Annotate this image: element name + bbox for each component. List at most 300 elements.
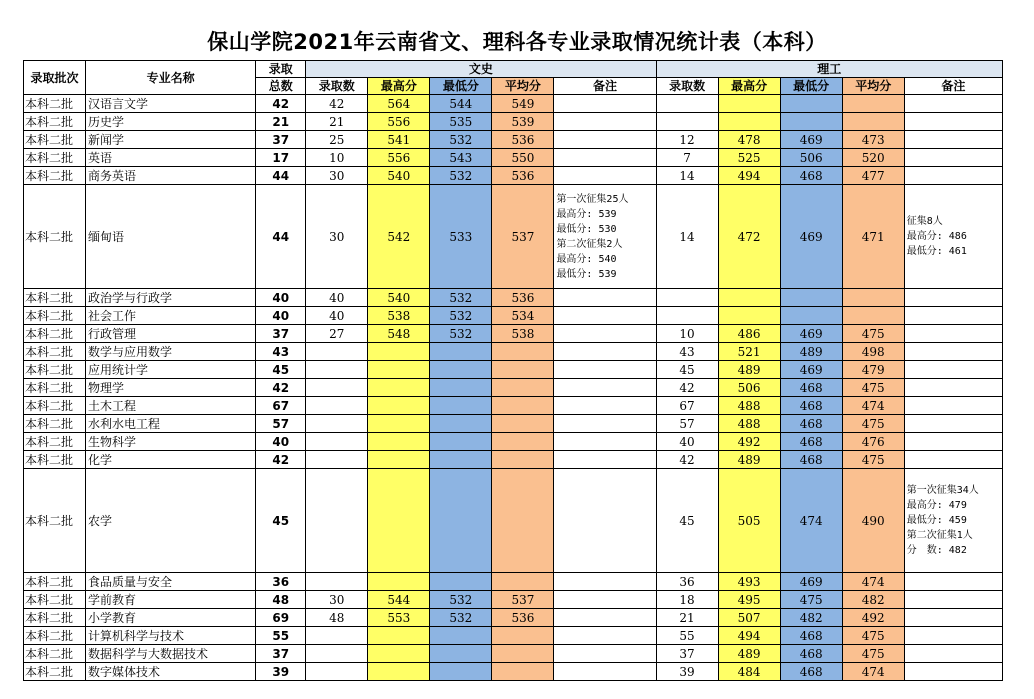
cell-batch: 本科二批 [24, 379, 86, 397]
table-row [24, 451, 1003, 469]
cell-ligong-admitted: 12 [656, 131, 718, 149]
cell-batch: 本科二批 [24, 149, 86, 167]
table-row [24, 289, 1003, 307]
cell-ligong-admitted: 37 [656, 645, 718, 663]
cell-wenshi-avg: 549 [492, 95, 554, 113]
cell-wenshi-note [554, 131, 656, 149]
cell-ligong-max: 492 [718, 433, 780, 451]
cell-wenshi-max: 553 [368, 609, 430, 627]
cell-wenshi-avg [492, 451, 554, 469]
cell-ligong-min: 468 [780, 167, 842, 185]
cell-total: 55 [256, 627, 306, 645]
cell-ligong-min: 489 [780, 343, 842, 361]
cell-total: 42 [256, 451, 306, 469]
cell-wenshi-note [554, 609, 656, 627]
cell-wenshi-admitted [306, 573, 368, 591]
cell-ligong-avg: 475 [842, 645, 904, 663]
cell-wenshi-min [430, 573, 492, 591]
cell-ligong-note [904, 307, 1002, 325]
cell-batch: 本科二批 [24, 131, 86, 149]
cell-wenshi-min [430, 379, 492, 397]
cell-ligong-avg: 490 [842, 469, 904, 573]
cell-total: 36 [256, 573, 306, 591]
cell-wenshi-max: 548 [368, 325, 430, 343]
cell-wenshi-avg [492, 379, 554, 397]
cell-wenshi-min [430, 645, 492, 663]
table-row [24, 113, 1003, 131]
cell-wenshi-note [554, 469, 656, 573]
header-row-1 [24, 61, 1003, 78]
cell-total: 48 [256, 591, 306, 609]
cell-ligong-note [904, 95, 1002, 113]
cell-wenshi-note [554, 167, 656, 185]
cell-ligong-max: 521 [718, 343, 780, 361]
cell-ligong-admitted: 42 [656, 451, 718, 469]
cell-wenshi-note [554, 307, 656, 325]
cell-ligong-min: 468 [780, 627, 842, 645]
cell-batch: 本科二批 [24, 609, 86, 627]
cell-ligong-avg: 477 [842, 167, 904, 185]
cell-wenshi-admitted: 48 [306, 609, 368, 627]
cell-batch: 本科二批 [24, 113, 86, 131]
cell-batch: 本科二批 [24, 451, 86, 469]
table-row [24, 379, 1003, 397]
cell-ligong-max: 494 [718, 627, 780, 645]
cell-total: 43 [256, 343, 306, 361]
cell-ligong-note [904, 149, 1002, 167]
cell-wenshi-admitted: 42 [306, 95, 368, 113]
cell-ligong-avg: 476 [842, 433, 904, 451]
cell-wenshi-max: 556 [368, 113, 430, 131]
cell-ligong-admitted: 36 [656, 573, 718, 591]
cell-wenshi-max: 544 [368, 591, 430, 609]
cell-wenshi-min [430, 343, 492, 361]
header-w-min: 最低分 [430, 78, 492, 95]
cell-wenshi-note [554, 343, 656, 361]
cell-wenshi-admitted [306, 415, 368, 433]
cell-major: 应用统计学 [86, 361, 256, 379]
cell-ligong-max: 525 [718, 149, 780, 167]
cell-ligong-note [904, 379, 1002, 397]
cell-wenshi-avg: 538 [492, 325, 554, 343]
cell-total: 37 [256, 645, 306, 663]
cell-total: 39 [256, 663, 306, 681]
cell-ligong-min: 468 [780, 645, 842, 663]
cell-wenshi-min: 535 [430, 113, 492, 131]
cell-ligong-note [904, 113, 1002, 131]
cell-batch: 本科二批 [24, 307, 86, 325]
cell-total: 37 [256, 325, 306, 343]
cell-major: 学前教育 [86, 591, 256, 609]
cell-major: 汉语言文学 [86, 95, 256, 113]
cell-major: 数字媒体技术 [86, 663, 256, 681]
cell-ligong-admitted: 7 [656, 149, 718, 167]
cell-ligong-avg [842, 289, 904, 307]
cell-wenshi-note [554, 289, 656, 307]
cell-ligong-min: 469 [780, 361, 842, 379]
cell-wenshi-note [554, 415, 656, 433]
cell-wenshi-min: 543 [430, 149, 492, 167]
cell-ligong-admitted: 67 [656, 397, 718, 415]
cell-ligong-note [904, 343, 1002, 361]
cell-major: 缅甸语 [86, 185, 256, 289]
cell-ligong-admitted: 57 [656, 415, 718, 433]
cell-ligong-note [904, 397, 1002, 415]
cell-ligong-min: 468 [780, 663, 842, 681]
cell-batch: 本科二批 [24, 343, 86, 361]
cell-total: 45 [256, 361, 306, 379]
cell-major: 水利水电工程 [86, 415, 256, 433]
cell-wenshi-note [554, 645, 656, 663]
note-line: 最低分: 530 [556, 223, 617, 235]
cell-wenshi-note [554, 149, 656, 167]
note-line: 最低分: 539 [556, 268, 617, 280]
cell-wenshi-avg [492, 573, 554, 591]
cell-wenshi-min: 532 [430, 609, 492, 627]
cell-wenshi-min: 532 [430, 167, 492, 185]
cell-wenshi-note [554, 591, 656, 609]
cell-wenshi-max [368, 361, 430, 379]
cell-wenshi-max [368, 469, 430, 573]
cell-major: 生物科学 [86, 433, 256, 451]
cell-batch: 本科二批 [24, 469, 86, 573]
table-row [24, 95, 1003, 113]
cell-wenshi-min: 544 [430, 95, 492, 113]
cell-major: 数学与应用数学 [86, 343, 256, 361]
cell-ligong-avg: 471 [842, 185, 904, 289]
cell-ligong-max [718, 307, 780, 325]
cell-wenshi-max [368, 627, 430, 645]
table-row [24, 573, 1003, 591]
cell-wenshi-note [554, 663, 656, 681]
cell-batch: 本科二批 [24, 185, 86, 289]
admission-table [23, 60, 1003, 681]
cell-ligong-admitted: 14 [656, 185, 718, 289]
cell-batch: 本科二批 [24, 95, 86, 113]
cell-ligong-admitted: 10 [656, 325, 718, 343]
cell-wenshi-admitted: 27 [306, 325, 368, 343]
cell-ligong-min: 468 [780, 397, 842, 415]
cell-batch: 本科二批 [24, 415, 86, 433]
cell-ligong-max: 506 [718, 379, 780, 397]
cell-ligong-avg [842, 307, 904, 325]
cell-ligong-min: 468 [780, 415, 842, 433]
cell-wenshi-avg [492, 361, 554, 379]
table-row [24, 325, 1003, 343]
cell-wenshi-max [368, 451, 430, 469]
cell-ligong-max: 495 [718, 591, 780, 609]
cell-ligong-avg [842, 95, 904, 113]
note-line: 第二次征集2人 [556, 238, 623, 250]
cell-wenshi-admitted [306, 379, 368, 397]
cell-wenshi-avg: 537 [492, 185, 554, 289]
cell-ligong-min: 468 [780, 433, 842, 451]
note-line: 最低分: 461 [906, 246, 967, 257]
cell-total: 40 [256, 433, 306, 451]
cell-total: 44 [256, 167, 306, 185]
cell-ligong-min [780, 307, 842, 325]
cell-ligong-max: 488 [718, 415, 780, 433]
header-w-note: 备注 [554, 78, 656, 95]
cell-total: 57 [256, 415, 306, 433]
cell-wenshi-avg: 537 [492, 591, 554, 609]
cell-wenshi-min: 532 [430, 325, 492, 343]
header-w-admitted: 录取数 [306, 78, 368, 95]
cell-ligong-note [904, 451, 1002, 469]
cell-major: 计算机科学与技术 [86, 627, 256, 645]
cell-ligong-avg: 479 [842, 361, 904, 379]
cell-wenshi-max [368, 415, 430, 433]
cell-ligong-admitted: 45 [656, 361, 718, 379]
cell-wenshi-avg: 536 [492, 131, 554, 149]
cell-ligong-note [904, 167, 1002, 185]
cell-wenshi-max [368, 663, 430, 681]
cell-ligong-note [904, 361, 1002, 379]
cell-major: 土木工程 [86, 397, 256, 415]
cell-ligong-note [904, 663, 1002, 681]
cell-batch: 本科二批 [24, 645, 86, 663]
cell-wenshi-admitted [306, 645, 368, 663]
cell-ligong-max: 472 [718, 185, 780, 289]
cell-ligong-avg: 474 [842, 397, 904, 415]
table-row [24, 591, 1003, 609]
cell-wenshi-min: 532 [430, 307, 492, 325]
cell-ligong-min: 469 [780, 131, 842, 149]
cell-ligong-admitted [656, 289, 718, 307]
cell-ligong-admitted: 55 [656, 627, 718, 645]
cell-total: 21 [256, 113, 306, 131]
cell-ligong-max [718, 113, 780, 131]
cell-total: 69 [256, 609, 306, 627]
cell-major: 商务英语 [86, 167, 256, 185]
cell-major: 新闻学 [86, 131, 256, 149]
cell-wenshi-max [368, 433, 430, 451]
cell-ligong-note [904, 591, 1002, 609]
cell-wenshi-min [430, 663, 492, 681]
cell-ligong-max: 478 [718, 131, 780, 149]
cell-batch: 本科二批 [24, 325, 86, 343]
cell-wenshi-note [554, 185, 656, 289]
cell-major: 农学 [86, 469, 256, 573]
cell-total: 44 [256, 185, 306, 289]
cell-ligong-min: 469 [780, 185, 842, 289]
cell-ligong-avg: 475 [842, 627, 904, 645]
cell-wenshi-admitted: 30 [306, 591, 368, 609]
cell-batch: 本科二批 [24, 289, 86, 307]
note-line: 最低分: 459 [906, 515, 967, 526]
cell-wenshi-note [554, 95, 656, 113]
cell-wenshi-admitted: 10 [306, 149, 368, 167]
cell-major: 英语 [86, 149, 256, 167]
note-line: 第一次征集34人 [906, 485, 979, 496]
cell-ligong-avg: 475 [842, 325, 904, 343]
cell-ligong-note [904, 131, 1002, 149]
cell-wenshi-min: 532 [430, 289, 492, 307]
cell-wenshi-min: 532 [430, 591, 492, 609]
header-w-max: 最高分 [368, 78, 430, 95]
cell-wenshi-max: 564 [368, 95, 430, 113]
cell-ligong-admitted [656, 95, 718, 113]
cell-ligong-min: 506 [780, 149, 842, 167]
cell-wenshi-max: 556 [368, 149, 430, 167]
cell-ligong-min [780, 289, 842, 307]
cell-ligong-note [904, 185, 1002, 289]
cell-ligong-avg: 520 [842, 149, 904, 167]
cell-batch: 本科二批 [24, 663, 86, 681]
cell-wenshi-max: 538 [368, 307, 430, 325]
cell-major: 社会工作 [86, 307, 256, 325]
cell-ligong-note [904, 645, 1002, 663]
cell-wenshi-avg [492, 663, 554, 681]
cell-ligong-avg: 482 [842, 591, 904, 609]
cell-ligong-min: 475 [780, 591, 842, 609]
cell-wenshi-max: 540 [368, 289, 430, 307]
cell-wenshi-admitted: 40 [306, 289, 368, 307]
cell-wenshi-min [430, 433, 492, 451]
cell-total: 42 [256, 95, 306, 113]
cell-wenshi-max: 542 [368, 185, 430, 289]
cell-batch: 本科二批 [24, 361, 86, 379]
table-row [24, 361, 1003, 379]
cell-wenshi-avg [492, 433, 554, 451]
cell-major: 小学教育 [86, 609, 256, 627]
cell-wenshi-avg [492, 469, 554, 573]
cell-wenshi-avg: 539 [492, 113, 554, 131]
cell-major: 化学 [86, 451, 256, 469]
table-row [24, 433, 1003, 451]
cell-ligong-avg: 475 [842, 415, 904, 433]
note-line: 第一次征集25人 [556, 193, 629, 205]
cell-wenshi-min [430, 627, 492, 645]
cell-ligong-avg: 474 [842, 663, 904, 681]
cell-wenshi-min [430, 397, 492, 415]
table-row [24, 645, 1003, 663]
table-row [24, 469, 1003, 573]
cell-wenshi-admitted [306, 469, 368, 573]
cell-ligong-max: 505 [718, 469, 780, 573]
cell-wenshi-note [554, 113, 656, 131]
cell-wenshi-admitted [306, 433, 368, 451]
cell-wenshi-max: 540 [368, 167, 430, 185]
cell-wenshi-min: 532 [430, 131, 492, 149]
cell-ligong-min: 482 [780, 609, 842, 627]
cell-major: 历史学 [86, 113, 256, 131]
cell-wenshi-avg [492, 645, 554, 663]
cell-ligong-avg: 475 [842, 379, 904, 397]
cell-ligong-max: 488 [718, 397, 780, 415]
cell-wenshi-note [554, 379, 656, 397]
table-row [24, 415, 1003, 433]
cell-batch: 本科二批 [24, 591, 86, 609]
cell-major: 数据科学与大数据技术 [86, 645, 256, 663]
cell-wenshi-max [368, 645, 430, 663]
cell-wenshi-avg [492, 415, 554, 433]
cell-ligong-max: 484 [718, 663, 780, 681]
cell-ligong-admitted: 21 [656, 609, 718, 627]
cell-wenshi-note [554, 451, 656, 469]
cell-ligong-note [904, 627, 1002, 645]
cell-wenshi-admitted: 40 [306, 307, 368, 325]
cell-ligong-admitted: 43 [656, 343, 718, 361]
cell-total: 42 [256, 379, 306, 397]
cell-wenshi-avg [492, 343, 554, 361]
cell-wenshi-avg: 536 [492, 289, 554, 307]
cell-ligong-avg: 474 [842, 573, 904, 591]
cell-wenshi-max [368, 343, 430, 361]
cell-ligong-min [780, 113, 842, 131]
cell-ligong-admitted: 39 [656, 663, 718, 681]
table-row [24, 307, 1003, 325]
note-line: 最高分: 539 [556, 208, 617, 220]
cell-ligong-min: 469 [780, 573, 842, 591]
table-row [24, 149, 1003, 167]
table-row [24, 627, 1003, 645]
cell-ligong-max: 493 [718, 573, 780, 591]
cell-wenshi-admitted: 25 [306, 131, 368, 149]
cell-total: 37 [256, 131, 306, 149]
note-line: 第二次征集1人 [906, 530, 973, 541]
cell-wenshi-min [430, 415, 492, 433]
header-l-max: 最高分 [718, 78, 780, 95]
cell-major: 行政管理 [86, 325, 256, 343]
cell-wenshi-admitted [306, 627, 368, 645]
cell-wenshi-note [554, 397, 656, 415]
cell-ligong-min: 469 [780, 325, 842, 343]
cell-wenshi-avg [492, 397, 554, 415]
cell-wenshi-max: 541 [368, 131, 430, 149]
cell-ligong-max: 489 [718, 361, 780, 379]
cell-ligong-max: 489 [718, 451, 780, 469]
cell-wenshi-max [368, 573, 430, 591]
cell-wenshi-admitted [306, 343, 368, 361]
table-row [24, 343, 1003, 361]
cell-total: 40 [256, 289, 306, 307]
table-row [24, 397, 1003, 415]
cell-ligong-min: 468 [780, 451, 842, 469]
cell-ligong-max: 507 [718, 609, 780, 627]
cell-wenshi-min [430, 469, 492, 573]
cell-batch: 本科二批 [24, 627, 86, 645]
cell-major: 政治学与行政学 [86, 289, 256, 307]
cell-ligong-admitted: 40 [656, 433, 718, 451]
cell-total: 67 [256, 397, 306, 415]
header-total-line2: 总数 [256, 78, 306, 95]
cell-ligong-avg [842, 113, 904, 131]
cell-ligong-note [904, 469, 1002, 573]
note-line: 分 数: 482 [906, 545, 967, 556]
note-line: 征集8人 [906, 216, 943, 227]
note-line: 最高分: 540 [556, 253, 617, 265]
cell-ligong-admitted: 18 [656, 591, 718, 609]
header-l-min: 最低分 [780, 78, 842, 95]
cell-ligong-avg: 475 [842, 451, 904, 469]
cell-wenshi-min: 533 [430, 185, 492, 289]
cell-wenshi-admitted [306, 451, 368, 469]
cell-ligong-note [904, 433, 1002, 451]
cell-wenshi-note [554, 325, 656, 343]
cell-batch: 本科二批 [24, 167, 86, 185]
cell-wenshi-max [368, 379, 430, 397]
cell-ligong-note [904, 573, 1002, 591]
cell-batch: 本科二批 [24, 433, 86, 451]
cell-wenshi-admitted [306, 397, 368, 415]
table-body [24, 95, 1003, 681]
cell-batch: 本科二批 [24, 573, 86, 591]
cell-ligong-max: 486 [718, 325, 780, 343]
cell-ligong-admitted: 42 [656, 379, 718, 397]
header-l-note: 备注 [904, 78, 1002, 95]
cell-ligong-max [718, 95, 780, 113]
